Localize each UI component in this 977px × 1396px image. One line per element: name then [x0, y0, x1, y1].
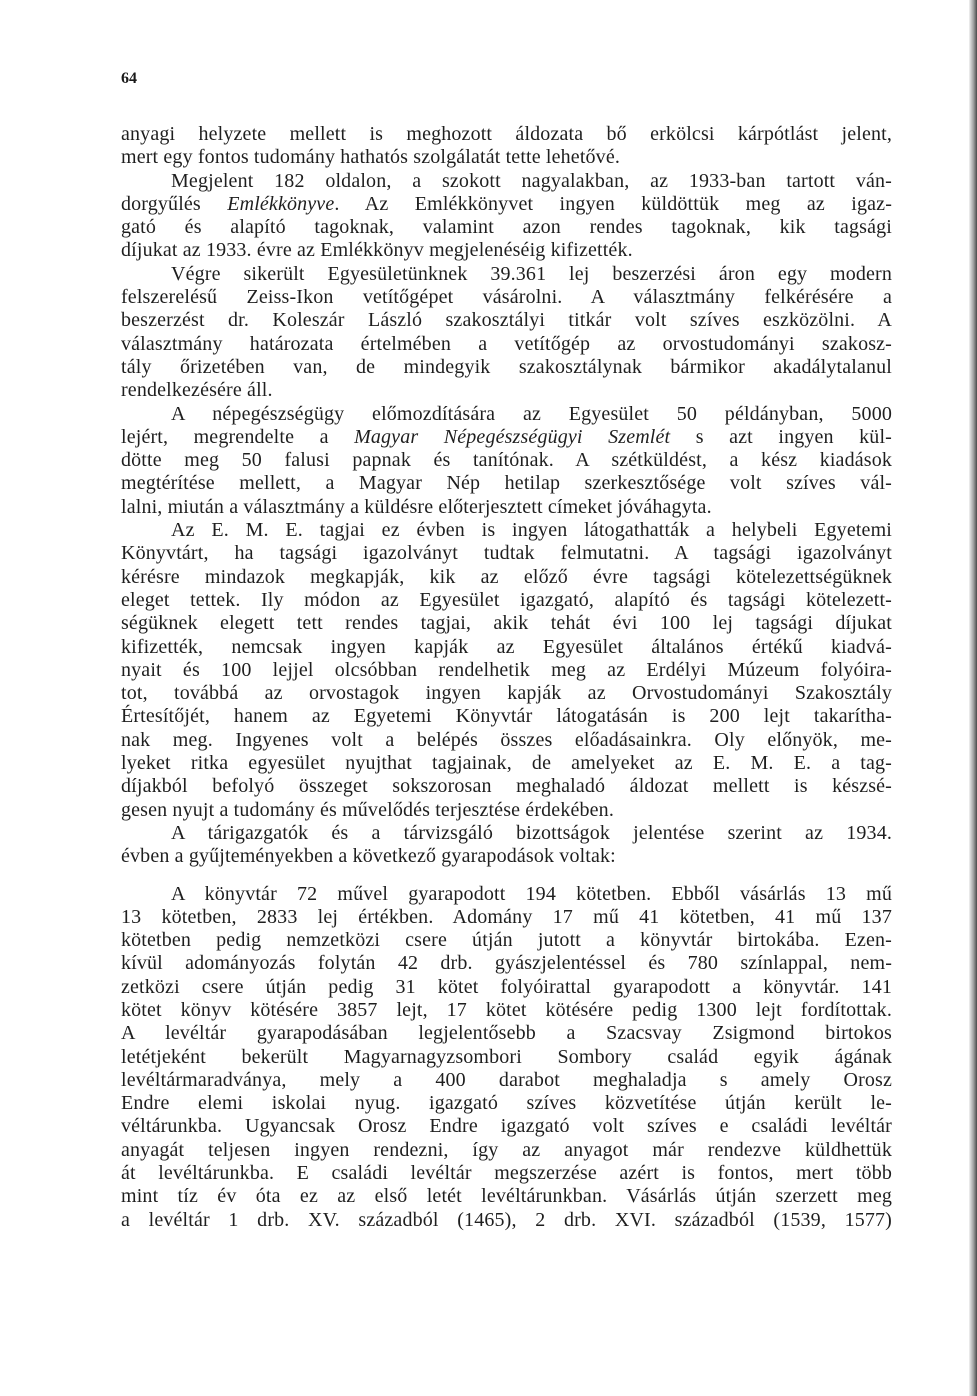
text-line: kívül adományozás folytán 42 drb. gyászjelentéssel és 780 színlappal, nem- — [121, 952, 892, 975]
text-line: dorgyűlés Emlékkönyve. Az Emlékkönyvet ingyen küldöttük meg az igaz- — [121, 192, 893, 215]
text-line: anyagát teljesen ingyen rendezni, így az anyagot már rendezve küldhettük — [121, 1138, 892, 1161]
text-line: nak meg. Ingyenes volt a belépés összes előadásainkra. Oly előnyök, me- — [121, 728, 892, 751]
paragraph-gap — [121, 869, 892, 883]
text-line: tály őrizetében van, de mindegyik szakosztálynak bármikor akadálytalanul — [121, 355, 892, 378]
text-line: rendelkezésére áll. — [121, 379, 273, 402]
body-text — [121, 123, 892, 1232]
text-line: zetközi csere útján pedig 31 kötet folyóirattal gyarapodott a könyvtár. 141 — [121, 975, 892, 998]
text-line: tot, továbbá az orvostagok ingyen kapják az Orvostudományi Szakosztály — [121, 682, 892, 705]
text-line: felszerelésű Zeiss-Ikon vetítőgépet vásárolni. A választmány felkérésére a — [121, 286, 892, 309]
text-line: ségüknek elegett tett rendes tagjai, akik tehát évi 100 lej tagsági díjukat — [121, 612, 892, 635]
text-line: kötetben pedig nemzetközi csere útján jutott a könyvtár birtokába. Ezen- — [121, 929, 892, 952]
text-line: díjakból befolyó összeget sokszorosan meghaladó áldozat mellett is készsé- — [121, 775, 892, 798]
text-line: gesen nyujt a tudomány és művelődés terjesztése érdekében. — [121, 798, 614, 821]
text-line: nyait és 100 lejjel olcsóbban rendelhetik meg az Erdélyi Múzeum folyóira- — [121, 658, 892, 681]
text-line: kérésre mindazok megkapják, kik az előző évre tagsági kötelezettségüknek — [121, 565, 892, 588]
italic-title: Emlékkönyve — [227, 192, 335, 215]
text-line: A népegészségügy előmozdítására az Egyesület 50 példányban, 5000 — [171, 402, 892, 425]
text-line: kifizették, nemcsak ingyen kapják az Egyesület általános értékű kiadvá- — [121, 635, 892, 658]
text-line: gató és alapító tagoknak, valamint azon rendes tagoknak, kik tagsági — [121, 216, 892, 239]
text-line: évben a gyűjteményekben a következő gyarapodások voltak: — [121, 845, 616, 868]
text-line: A levéltár gyarapodásában legjelentősebb a Szacsvay Zsigmond birtokos — [121, 1022, 892, 1045]
page-number: 64 — [121, 70, 137, 87]
text-line: véltárunkba. Ugyancsak Orosz Endre igazgató volt szíves e családi levéltár — [121, 1115, 892, 1138]
text-line: lalni, miután a választmány a küldésre előterjesztett címeket jóváhagyta. — [121, 495, 712, 518]
text-line: lyeket ritka egyesület nyujthat tagjainak, de amelyeket az E. M. E. a tag- — [121, 752, 892, 775]
text-line: Értesítőjét, hanem az Egyetemi Könyvtár látogatásán is 200 lejt takarítha- — [121, 705, 892, 728]
text-line: levéltármaradványa, mely a 400 darabot meghaladja s amely Orosz — [121, 1068, 892, 1091]
text-line: beszerzést dr. Koleszár László szakosztályi titkár volt szíves eszközölni. A — [121, 309, 892, 332]
text-line: lejért, megrendelte a Magyar Népegészségügyi Szemlét s azt ingyen kül- — [121, 425, 892, 448]
text-line: 13 kötetben, 2833 lej értékben. Adomány 17 mű 41 kötetben, 41 mű 137 — [121, 905, 892, 928]
text-line: A könyvtár 72 művel gyarapodott 194 kötetben. Ebből vásárlás 13 mű — [171, 882, 892, 905]
text-line: mert egy fontos tudomány hathatós szolgálatát tette lehetővé. — [121, 146, 621, 169]
text-line: Az E. M. E. tagjai ez évben is ingyen látogathatták a helybeli Egyetemi — [171, 519, 892, 542]
text-line: a levéltár 1 drb. XV. századból (1465), 2 drb. XVI. századból (1539, 1577) — [121, 1208, 892, 1231]
text-line: A tárigazgatók és a tárvizsgáló bizottságok jelentése szerint az 1934. — [171, 821, 892, 844]
text-line: letétjeként bekerült Magyarnagyzsombori Sombory család egyik ágának — [121, 1045, 892, 1068]
text-line: kötet könyv kötésére 3857 lejt, 17 kötet kötésére pedig 1300 lejt fordítottak. — [121, 998, 892, 1021]
text-line: Végre sikerült Egyesületünknek 39.361 lej beszerzési áron egy modern — [171, 262, 892, 285]
text-line: Megjelent 182 oldalon, a szokott nagyalakban, az 1933-ban tartott ván- — [171, 169, 892, 192]
text-line: dötte meg 50 falusi papnak és tanítónak. A szétküldést, a kész kiadások — [121, 449, 892, 472]
text-line: megtérítése mellett, a Magyar Nép hetilap szerkesztősége volt szíves vál- — [121, 472, 892, 495]
text-line: anyagi helyzete mellett is meghozott áldozata bő erkölcsi kárpótlást jelent, — [121, 123, 892, 145]
text-line: Könyvtárt, ha tagsági igazolványt tudtak felmutatni. A tagsági igazolványt — [121, 542, 892, 565]
page-edge-shadow — [969, 0, 977, 1396]
text-line: választmány határozata értelmében a vetítőgép az orvostudományi szakosz- — [121, 332, 892, 355]
text-line: Endre elemi iskolai nyug. igazgató szíves közvetítése útján került le- — [121, 1092, 892, 1115]
italic-title: Magyar Népegészségügyi Szemlét — [354, 425, 671, 448]
text-line: eleget tettek. Ily módon az Egyesület igazgató, alapító és tagsági kötelezett- — [121, 588, 892, 611]
text-line: díjukat az 1933. évre az Emlékkönyv megjelenéséig kifizették. — [121, 239, 633, 262]
text-line: mint tíz év óta ez az első letét levéltárunkban. Vásárlás útján szerzett meg — [121, 1185, 892, 1208]
text-line: át levéltárunkba. E családi levéltár megszerzése azért is fontos, mert több — [121, 1162, 892, 1185]
